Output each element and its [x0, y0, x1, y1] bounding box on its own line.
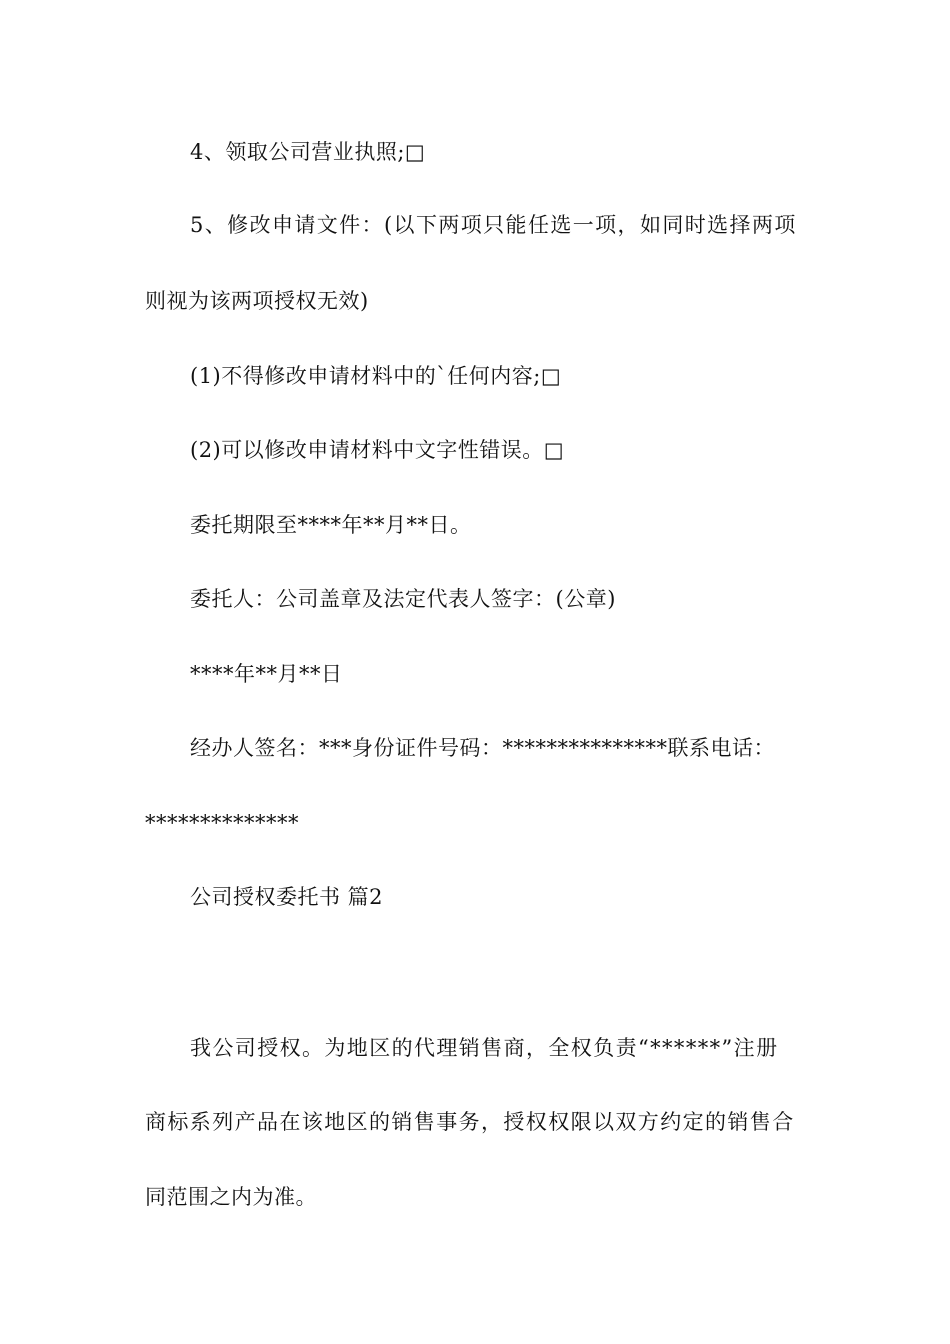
- signature-date: ****年**月**日: [190, 662, 343, 686]
- option-2: (2)可以修改申请材料中文字性错误。□: [190, 438, 565, 462]
- body-paragraph-line-2: 商标系列产品在该地区的销售事务，授权权限以双方约定的销售合: [145, 1110, 795, 1134]
- section-heading: 公司授权委托书 篇2: [190, 885, 384, 909]
- paragraph-item-5: 5、修改申请文件：(以下两项只能任选一项，如同时选择两项: [190, 213, 797, 237]
- entrusting-party: 委托人：公司盖章及法定代表人签字：(公章): [190, 587, 616, 611]
- paragraph-item-4: 4、领取公司营业执照;□: [190, 140, 426, 164]
- agent-info: 经办人签名：***身份证件号码：***************联系电话：: [190, 736, 775, 760]
- agent-phone: **************: [145, 811, 299, 835]
- body-paragraph-line-3: 同范围之内为准。: [145, 1185, 317, 1209]
- entrust-period: 委托期限至****年**月**日。: [190, 513, 472, 537]
- option-1: (1)不得修改申请材料中的`任何内容;□: [190, 364, 562, 388]
- paragraph-item-5-continued: 则视为该两项授权无效): [145, 289, 369, 313]
- body-paragraph-line-1: 我公司授权。为地区的代理销售商，全权负责“******”注册: [190, 1036, 779, 1060]
